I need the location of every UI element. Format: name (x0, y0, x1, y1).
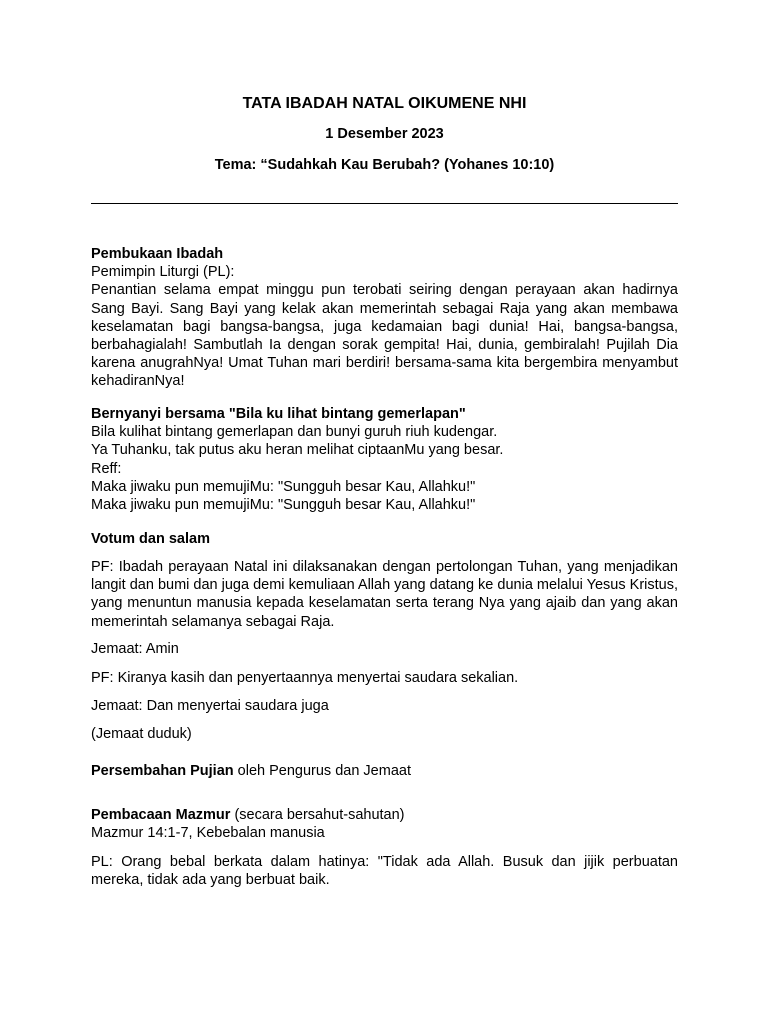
section-pembukaan (91, 245, 678, 391)
song-line: Reff: (91, 460, 122, 477)
votum-pf-paragraph: PF: Ibadah perayaan Natal ini dilaksanakan dengan pertolongan Tuhan, yang menjadikan langit dan bumi dan juga demi kemuliaan Allah yang datang ke dunia melalui Yesus Kristus, yang menuntun manusia kepada keselamatan serta terang Nya yang ajaib dan yang akan memerintah selamanya sebagai Raja. (91, 559, 678, 630)
section-bernyanyi (91, 405, 678, 514)
opening-paragraph: Penantian selama empat minggu pun terobati seiring dengan perayaan akan hadirnya Sang Bayi. Sang Bayi yang kelak akan memerintah sebagai Raja yang akan membawa keselamatan bagi bangsa-bangsa, juga kedamaian bagi dunia! Hai, bangsa-bangsa, berbahagialah! Sambutlah Ia dengan sorak gempita! Hai, dunia, gembiralah! Pujilah Dia karena anugrahNya! Umat Tuhan mari berdiri! bersama-sama kita bergembira menyambut kehadiranNya! (91, 282, 678, 390)
persembahan-detail: oleh Pengurus dan Jemaat (233, 763, 411, 779)
section-heading-mazmur: Pembacaan Mazmur (91, 807, 231, 823)
document-theme: Tema: “Sudahkah Kau Berubah? (Yohanes 10:10) (214, 157, 555, 173)
rubric-note: (Jemaat duduk) (91, 726, 192, 742)
song-line: Ya Tuhanku, tak putus aku heran melihat ciptaanMu yang besar. (91, 442, 504, 459)
section-heading-persembahan: Persembahan Pujian (91, 763, 234, 779)
section-mazmur (91, 806, 678, 842)
section-persembahan (91, 762, 678, 780)
song-line: Bila kulihat bintang gemerlapan dan bunyi guruh riuh kudengar. (91, 424, 498, 441)
pf-blessing: PF: Kiranya kasih dan penyertaannya menyertai saudara sekalian. (91, 670, 519, 686)
song-line: Maka jiwaku pun memujiMu: "Sungguh besar Kau, Allahku!" (91, 478, 476, 495)
mazmur-note: (secara bersahut-sahutan) (230, 807, 405, 823)
document-date: 1 Desember 2023 (325, 126, 444, 142)
speaker-label: Pemimpin Liturgi (PL): (91, 264, 235, 281)
header-divider (91, 203, 678, 204)
jemaat-response: Jemaat: Amin (91, 641, 179, 657)
song-line: Maka jiwaku pun memujiMu: "Sungguh besar Kau, Allahku!" (91, 497, 476, 514)
document-page (91, 0, 678, 1024)
mazmur-reference: Mazmur 14:1-7, Kebebalan manusia (91, 825, 325, 842)
jemaat-response: Jemaat: Dan menyertai saudara juga (91, 698, 329, 714)
section-heading-bernyanyi: Bernyanyi bersama "Bila ku lihat bintang gemerlapan" (91, 406, 466, 422)
document-title: TATA IBADAH NATAL OIKUMENE NHI (242, 95, 527, 112)
section-heading-votum: Votum dan salam (91, 531, 210, 547)
mazmur-pl-paragraph: PL: Orang bebal berkata dalam hatinya: "Tidak ada Allah. Busuk dan jijik perbuatan mereka, tidak ada yang berbuat baik. (91, 854, 678, 889)
section-heading-pembukaan: Pembukaan Ibadah (91, 246, 224, 262)
